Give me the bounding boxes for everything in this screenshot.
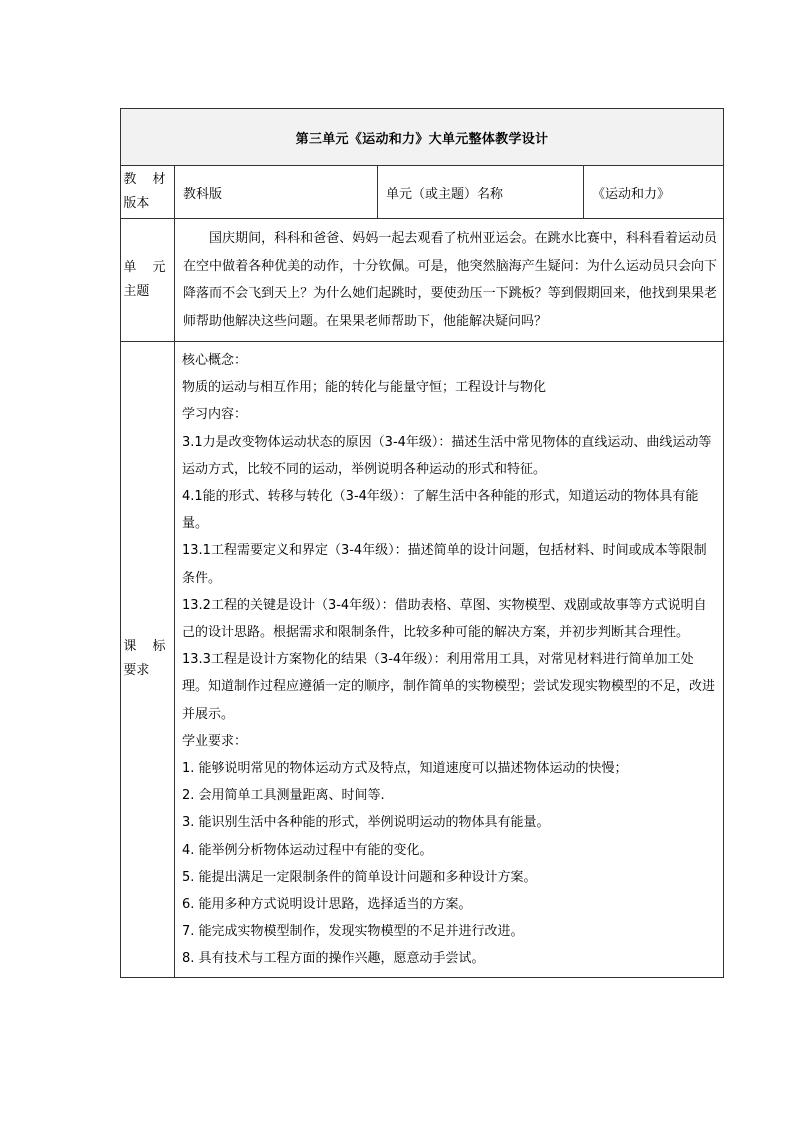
theme-label-line1: 单 元 [123,260,172,275]
content-item: 13.3工程是设计方案物化的结果（3-4年级）：利用常用工具，对常见材料进行简单加工处理。知道制作过程应遵循一定的顺序，制作简单的实物模型；尝试发现实物模型的不足，改进并展示。 [182,652,716,722]
core-concept-text: 物质的运动与相互作用；能的转化与能量守恒；工程设计与物化 [182,380,547,396]
requirement-item: 1. 能够说明常见的物体运动方式及特点，知道速度可以描述物体运动的快慢； [182,761,628,777]
core-concept-heading: 核心概念： [182,353,248,368]
requirement-item: 2. 会用简单工具测量距离、时间等. [182,788,385,804]
requirement-item: 8. 具有技术与工程方面的操作兴趣，愿意动手尝试。 [182,951,485,967]
requirement-item: 7. 能完成实物模型制作，发现实物模型的不足并进行改进。 [182,924,524,940]
academic-requirements-heading: 学业要求： [182,733,248,749]
standards-row [121,342,724,978]
lesson-design-table [120,108,724,978]
theme-label [123,256,171,304]
edition-label [123,168,171,216]
theme-paragraph: 国庆期间，科科和爸爸、妈妈一起去观看了杭州亚运会。在跳水比赛中，科科看着运动员在空中做着各种优美的动作，十分钦佩。可是，他突然脑海产生疑问：为什么运动员只会向下降落而不会飞到天上？为什么她们起跳时，要使劲压一下跳板？等到假期回来，他找到果果老师帮助他解决这些问题。在果果老师帮助下，他能解决疑问吗？ [183,231,718,329]
requirement-item: 3. 能识别生活中各种能的形式，举例说明运动的物体具有能量。 [182,815,550,831]
unit-name-label: 单元（或主题）名称 [378,166,584,219]
document-title: 第三单元《运动和力》大单元整体教学设计 [121,109,724,166]
theme-label-line2: 主题 [123,284,150,299]
learning-content-heading: 学习内容： [182,407,248,423]
standards-text-cell [175,342,724,978]
edition-label-line1: 教 材 [123,172,172,187]
standards-label-line1: 课 标 [123,639,172,655]
edition-label-line2: 版本 [123,196,150,211]
content-item: 13.2工程的关键是设计（3-4年级）：借助表格、草图、实物模型、戏剧或故事等方式说明自己的设计思路。根据需求和限制条件，比较多种可能的解决方案，并初步判断其合理性。 [182,597,707,641]
content-item: 3.1力是改变物体运动状态的原因（3-4年级）：描述生活中常见物体的直线运动、曲线运动等运动方式，比较不同的运动，举例说明各种运动的形式和特征。 [182,434,712,477]
edition-value: 教科版 [175,166,378,219]
requirement-item: 5. 能提出满足一定限制条件的简单设计问题和多种设计方案。 [182,869,537,885]
title-row [121,109,724,166]
theme-row [121,219,724,342]
theme-label-cell [121,219,175,342]
requirement-item: 6. 能用多种方式说明设计思路，选择适当的方案。 [182,897,472,913]
edition-label-cell [121,166,175,219]
unit-name-value: 《运动和力》 [584,166,724,219]
content-item: 13.1工程需要定义和界定（3-4年级）：描述简单的设计问题，包括材料、时间或成本等限制条件。 [182,543,707,586]
standards-label [123,635,171,683]
theme-text-cell [175,219,724,342]
edition-row [121,166,724,219]
standards-label-line2: 要求 [123,663,150,679]
content-item: 4.1能的形式、转移与转化（3-4年级）：了解生活中各种能的形式，知道运动的物体具有能量。 [182,489,699,532]
standards-label-cell [121,342,175,978]
requirement-item: 4. 能举例分析物体运动过程中有能的变化。 [182,842,433,858]
